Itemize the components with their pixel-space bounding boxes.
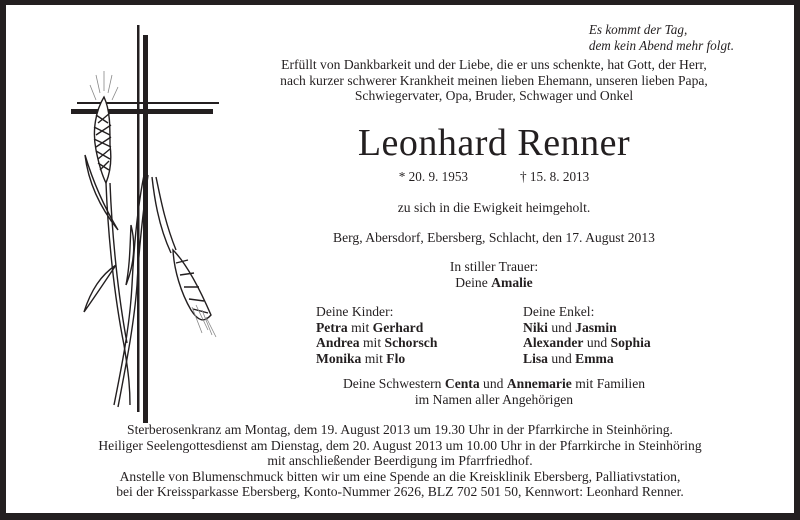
motto-line-1: Es kommt der Tag, xyxy=(588,22,688,37)
motto-line-2: dem kein Abend mehr folgt. xyxy=(588,38,734,53)
life-dates xyxy=(234,169,754,185)
place-and-date: Berg, Abersdorf, Ebersberg, Schlacht, den 17. August 2013 xyxy=(333,230,655,245)
deceased-name: Leonhard Renner xyxy=(357,122,631,164)
info-line: Sterberosenkranz am Montag, dem 19. August 2013 um 19.30 Uhr in der Pfarrkirche in Steinhöring. xyxy=(127,422,673,437)
birth-date: * 20. 9. 1953 xyxy=(398,169,468,184)
death-date: † 15. 8. 2013 xyxy=(520,169,590,184)
children-heading: Deine Kinder: xyxy=(316,304,394,319)
list-item: Alexander und Sophia xyxy=(523,335,651,351)
called-home-text: zu sich in die Ewigkeit heimgeholt. xyxy=(397,200,591,215)
motto-quote xyxy=(589,22,734,54)
obituary-notice xyxy=(6,5,794,513)
list-item: Niki und Jasmin xyxy=(523,319,617,335)
list-item: Andrea mit Schorsch xyxy=(316,335,438,351)
info-line: Heiliger Seelengottesdienst am Dienstag, dem 20. August 2013 um 10.00 Uhr in der Pfarrkirche in Steinhöring xyxy=(98,437,702,453)
intro-line: Schwiegervater, Opa, Bruder, Schwager und Onkel xyxy=(354,88,634,104)
wife-line xyxy=(234,275,754,291)
list-item: Lisa und Emma xyxy=(523,350,614,366)
wife-name: Amalie xyxy=(491,274,533,290)
grandchildren-heading: Deine Enkel: xyxy=(523,304,595,319)
intro-line: Erfüllt von Dankbarkeit und der Liebe, die er uns schenkte, hat Gott, der Herr, xyxy=(281,57,707,72)
children-list xyxy=(316,304,437,366)
mourning-heading: In stiller Trauer: xyxy=(449,259,539,274)
info-line: mit anschließender Beerdigung im Pfarrfriedhof. xyxy=(267,453,533,469)
list-item: Monika mit Flo xyxy=(316,350,406,366)
info-line: Anstelle von Blumenschmuck bitten wir um eine Spende an die Kreisklinik Ebersberg, Palliativstation, xyxy=(119,468,681,484)
info-line: bei der Kreissparkasse Ebersberg, Konto-Nummer 2626, BLZ 702 501 50, Kennwort: Leonhard Renner. xyxy=(116,484,684,500)
sisters-block xyxy=(234,376,754,407)
list-item: Petra mit Gerhard xyxy=(316,319,424,335)
intro-text xyxy=(234,57,754,104)
sisters-line: Deine Schwestern Centa und Annemarie mit Familien xyxy=(342,376,646,391)
intro-line: nach kurzer schwerer Krankheit meinen lieben Ehemann, unseren lieben Papa, xyxy=(280,72,708,88)
relatives-line: im Namen aller Angehörigen xyxy=(414,391,574,407)
mourning-block xyxy=(234,259,754,290)
service-info xyxy=(6,422,794,500)
grandchildren-list xyxy=(523,304,651,366)
wife-prefix: Deine xyxy=(455,274,488,290)
